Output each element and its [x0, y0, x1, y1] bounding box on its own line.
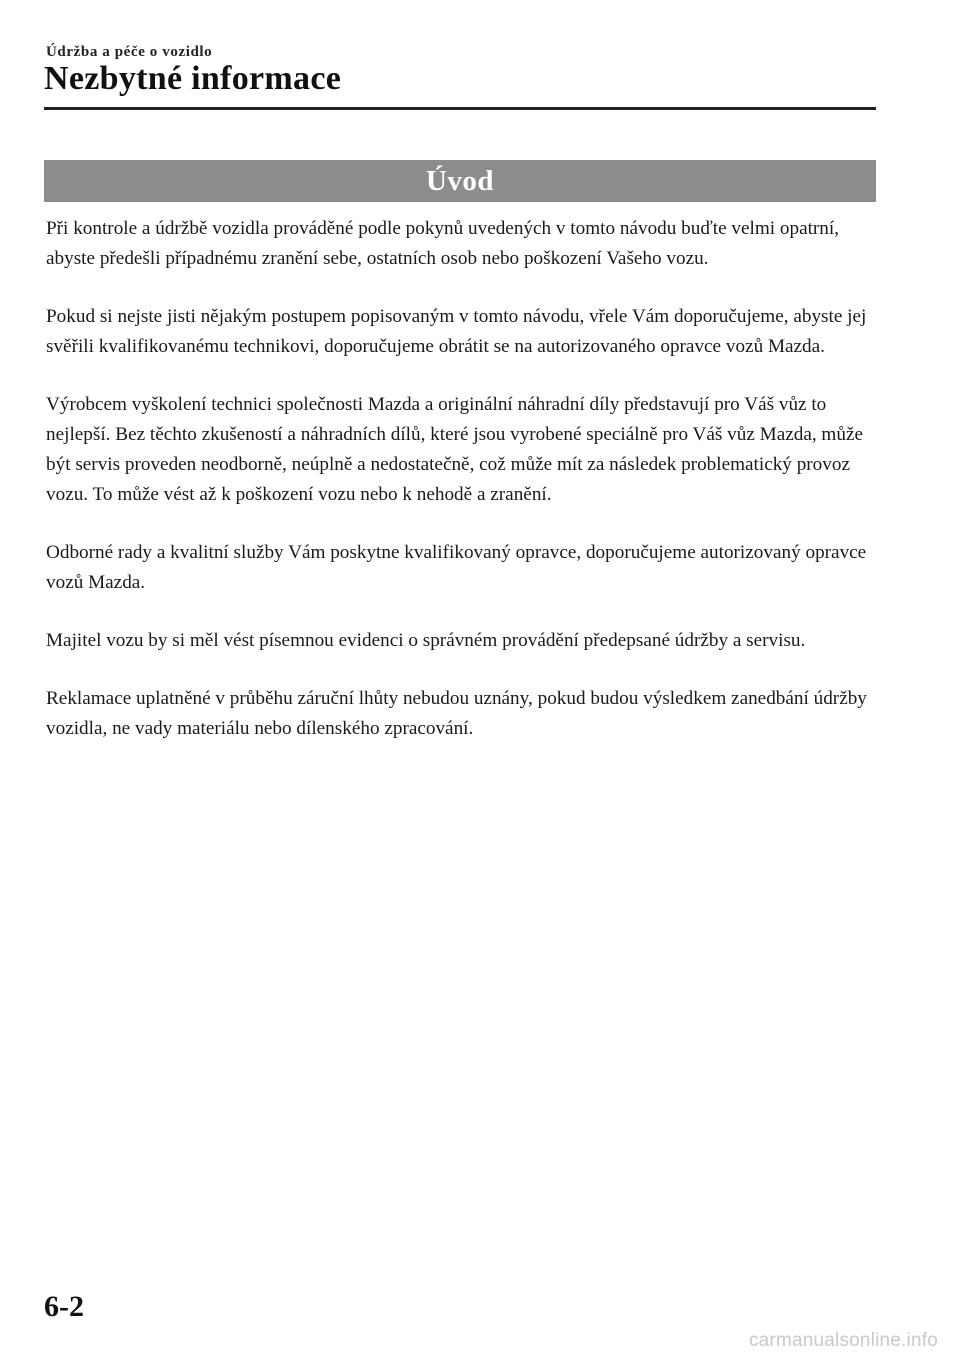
running-head: Údržba a péče o vozidlo: [46, 44, 213, 60]
paragraph: Reklamace uplatněné v průběhu záruční lhůty nebudou uznány, pokud budou výsledkem zanedbání údržby vozidla, ne vady materiálu nebo dílenského zpracování.: [46, 688, 867, 739]
section-heading-banner: [44, 160, 876, 202]
paragraph: Pokud si nejste jisti nějakým postupem popisovaným v tomto návodu, vřele Vám doporučujeme, abyste jej svěřili kvalifikovanému technikovi, doporučujeme obrátit se na autorizovaného opravce vozů Mazda.: [46, 306, 867, 357]
paragraph: Při kontrole a údržbě vozidla prováděné podle pokynů uvedených v tomto návodu buďte velmi opatrní, abyste předešli případnému zranění sebe, ostatních osob nebo poškození Vašeho vozu.: [46, 218, 840, 269]
paragraph: Odborné rady a kvalitní služby Vám poskytne kvalifikovaný opravce, doporučujeme autorizovaný opravce vozů Mazda.: [46, 542, 867, 593]
watermark: carmanualsonline.info: [748, 1330, 938, 1351]
paragraph: Výrobcem vyškolení technici společnosti Mazda a originální náhradní díly představují pro Váš vůz to nejlepší. Bez těchto zkušeností a náhradních dílů, které jsou vyrobené speciálně pro Váš vůz Mazda, může být servis proveden neodborně, neúplně a nedostatečně, což může mít za následek problematický provoz vozu. To může vést až k poškození vozu nebo k nehodě a zranění.: [46, 394, 863, 505]
page-title: Nezbytné informace: [44, 60, 342, 97]
paragraph: Majitel vozu by si měl vést písemnou evidenci o správném provádění předepsané údržby a servisu.: [46, 630, 806, 651]
title-divider: [44, 107, 876, 110]
section-heading: Úvod: [425, 164, 495, 197]
page-number: 6-2: [44, 1290, 84, 1323]
body-text: [46, 214, 872, 772]
